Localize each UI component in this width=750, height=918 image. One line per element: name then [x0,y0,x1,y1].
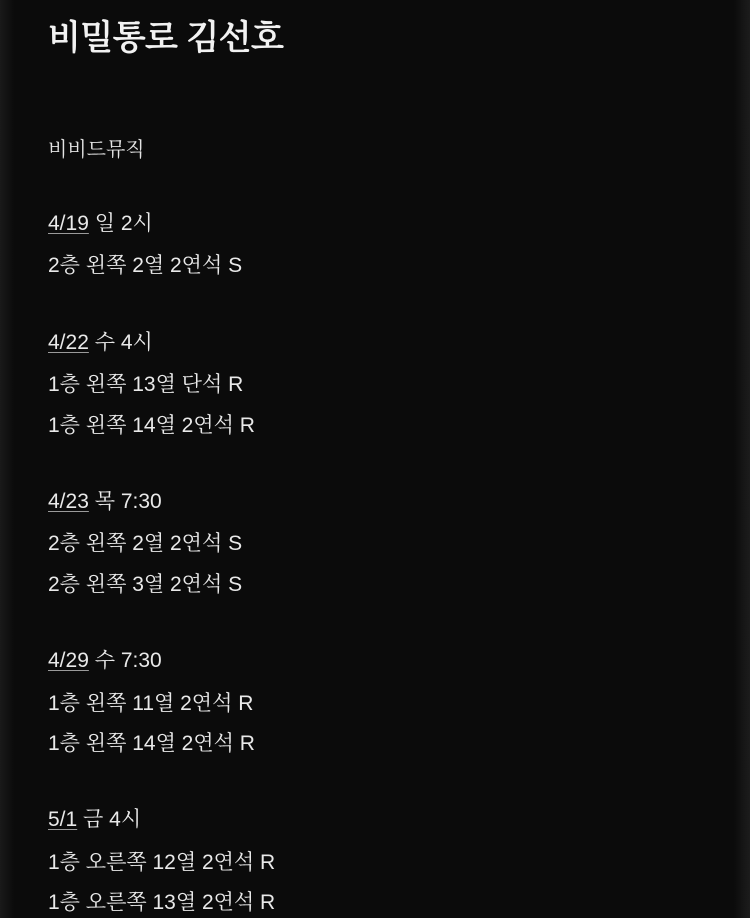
listing-date-rest: 수 7:30 [88,649,162,673]
listing-date-rest: 목 7:30 [88,489,162,513]
listing-block [48,486,702,605]
seat-line: 1층 오른쪽 13열 2연석 R [48,891,276,915]
listing-date [48,486,702,519]
vendor-name: 비비드뮤직 [48,138,145,161]
seat-line: 1층 오른쪽 12열 2연석 R [48,850,276,874]
seat-line: 1층 왼쪽 14열 2연석 R [48,731,255,755]
listing-date-highlight: 4/22 [48,330,89,354]
listing-date [48,645,702,678]
seat-line: 1층 왼쪽 13열 단석 R [48,373,244,397]
listing-date-highlight: 4/29 [48,649,89,673]
seat-line: 2층 왼쪽 3열 2연석 S [48,572,243,596]
seat-line: 2층 왼쪽 2열 2연석 S [48,532,243,556]
seat-line: 2층 왼쪽 2열 2연석 S [48,254,243,278]
listing-date-highlight: 5/1 [48,808,78,832]
seat-line: 1층 왼쪽 14열 2연석 R [48,413,255,437]
listing-date [48,208,702,241]
listing-date-highlight: 4/19 [48,211,89,235]
listing-date-rest: 일 2시 [88,211,153,235]
page-title: 비밀통로 김선호 [48,19,284,57]
listing-date-rest: 수 4시 [88,330,153,354]
listing-block [48,327,702,446]
listing-block [48,645,702,764]
listing-date-rest: 금 4시 [77,808,142,832]
listing-block [48,208,702,287]
listing-block [48,804,702,918]
listing-date [48,327,702,360]
listing-date-highlight: 4/23 [48,489,89,513]
listing-list [48,208,702,918]
seat-line: 1층 왼쪽 11열 2연석 R [48,691,254,715]
listing-date [48,804,702,837]
